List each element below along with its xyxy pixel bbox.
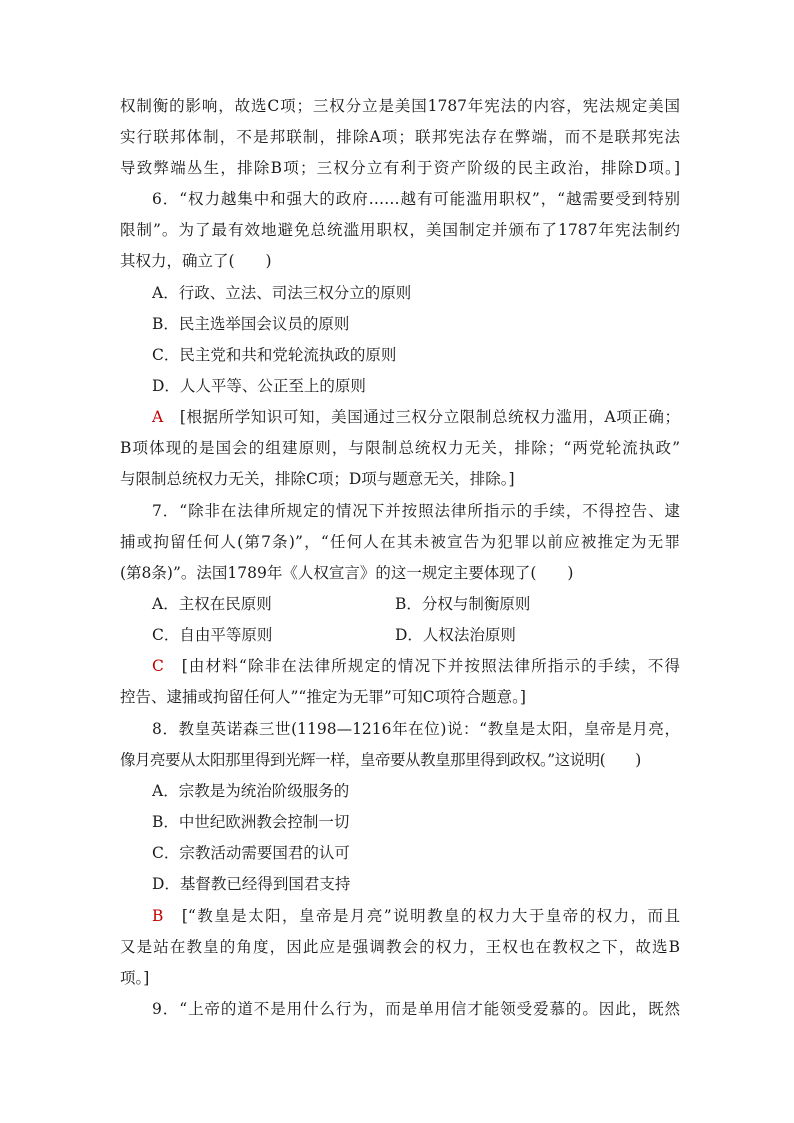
q7-stem-line-1: 7．“除非在法律所规定的情况下并按照法律所指示的手续，不得控告、逮 <box>152 502 680 520</box>
q7-stem-line-2: 捕或拘留任何人(第7条)”，“任何人在其未被宣告为犯罪以前应被推定为无罪 <box>120 533 680 551</box>
q8-explanation-line-3: 项。] <box>120 969 150 987</box>
q6-option-b: B．民主选举国会议员的原则 <box>152 315 350 333</box>
q6-option-d: D．人人平等、公正至上的原则 <box>152 377 366 395</box>
q8-option-b: B．中世纪欧洲教会控制一切 <box>152 813 350 831</box>
q6-explanation-line-2: B项体现的是国会的组建原则，与限制总统权力无关，排除；“两党轮流执政” <box>120 439 680 457</box>
q7-option-b: B．分权与制衡原则 <box>395 595 531 613</box>
q7-answer-letter: C <box>152 657 164 675</box>
q7-explanation-line-1: [由材料“除非在法律所规定的情况下并按照法律所指示的手续，不得 <box>181 657 680 675</box>
q6-answer-letter: A <box>152 408 164 426</box>
q6-option-a: A．行政、立法、司法三权分立的原则 <box>152 284 412 302</box>
q7-option-a: A．主权在民原则 <box>152 595 272 613</box>
q6-stem-line-2: 限制”。为了最有效地避免总统滥用职权，美国制定并颁布了1787年宪法制约 <box>120 221 680 239</box>
q7-stem-line-3: (第8条)”。法国1789年《人权宣言》的这一规定主要体现了( ) <box>120 564 574 582</box>
q7-explanation-line-2: 控告、逮捕或拘留任何人”“推定为无罪”可知C项符合题意。] <box>120 688 526 706</box>
q8-stem-line-2: 像月亮要从太阳那里得到光辉一样，皇帝要从教皇那里得到政权。”这说明( ) <box>120 751 641 769</box>
q6-explanation-line-1: [根据所学知识可知，美国通过三权分立限制总统权力滥用，A项正确； <box>179 408 680 426</box>
q8-option-a: A．宗教是为统治阶级服务的 <box>152 782 350 800</box>
q8-option-d: D．基督教已经得到国君支持 <box>152 875 351 893</box>
q5-explanation-line-2: 实行联邦体制，不是邦联制，排除A项；联邦宪法存在弊端，而不是联邦宪法 <box>120 128 680 146</box>
q8-option-c: C．宗教活动需要国君的认可 <box>152 844 350 862</box>
q6-option-c: C．民主党和共和党轮流执政的原则 <box>152 346 397 364</box>
q8-explanation-line-1: [“教皇是太阳，皇帝是月亮”说明教皇的权力大于皇帝的权力，而且 <box>181 907 680 925</box>
q7-option-c: C．自由平等原则 <box>152 626 273 644</box>
q6-explanation-line-3: 与限制总统权力无关，排除C项；D项与题意无关，排除。] <box>120 470 515 488</box>
q5-explanation-line-1: 权制衡的影响，故选C项；三权分立是美国1787年宪法的内容，宪法规定美国 <box>120 97 680 115</box>
q8-explanation-line-2: 又是站在教皇的角度，因此应是强调教会的权力，王权也在教权之下，故选B <box>120 938 680 956</box>
q6-stem-line-3: 其权力，确立了( ) <box>120 252 272 270</box>
q8-answer-line <box>152 901 680 932</box>
q6-stem-line-1: 6．“权力越集中和强大的政府……越有可能滥用职权”，“越需要受到特别 <box>152 190 680 208</box>
q6-answer-line <box>152 402 680 433</box>
q8-stem-line-1: 8．教皇英诺森三世(1198—1216年在位)说：“教皇是太阳，皇帝是月亮， <box>152 720 680 738</box>
q7-option-d: D．人权法治原则 <box>395 626 516 644</box>
q9-stem-line-1: 9．“上帝的道不是用什么行为，而是单用信才能领受爱慕的。因此，既然 <box>152 1000 680 1018</box>
q5-explanation-line-3: 导致弊端丛生，排除B项；三权分立有利于资产阶级的民主政治，排除D项。] <box>120 159 680 177</box>
q8-answer-letter: B <box>152 907 164 925</box>
q7-answer-line <box>152 651 680 682</box>
